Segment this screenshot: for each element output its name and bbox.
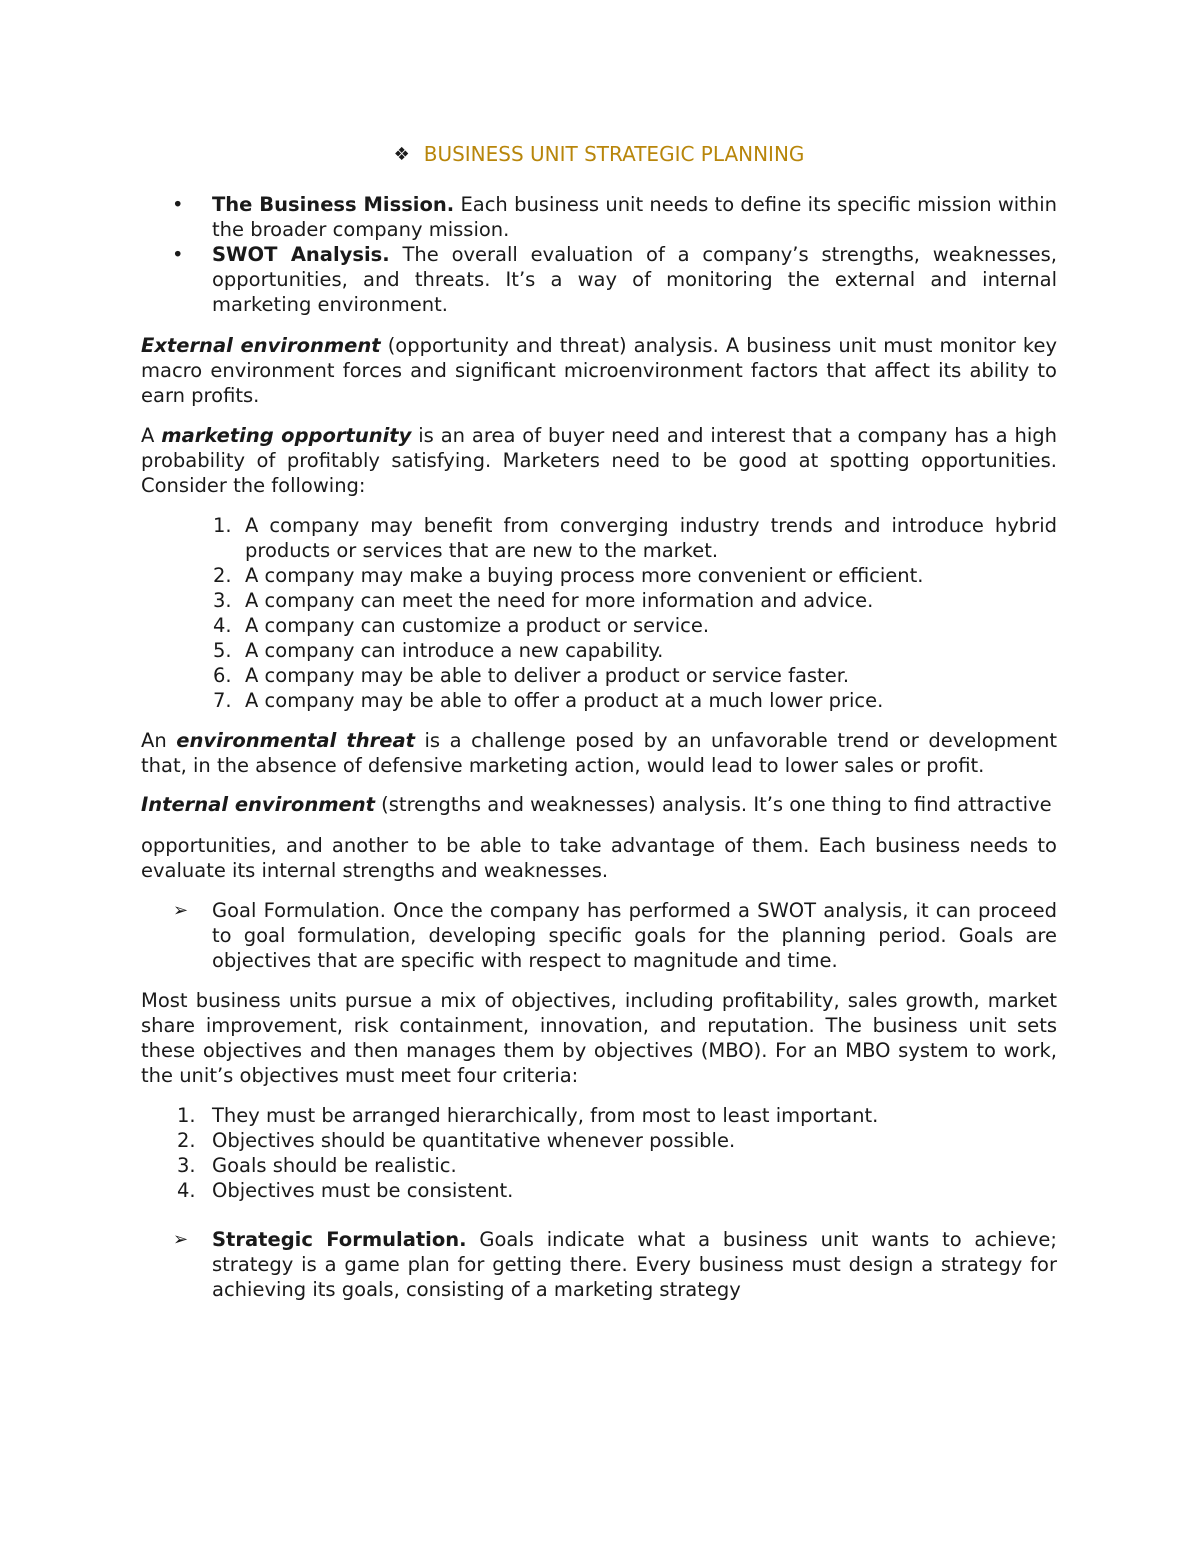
list-item: ➢ Strategic Formulation. Goals indicate what a business unit wants to achieve; strategy is a game plan for getting there. Every business must design a strategy for achieving its goals, consisting of a marketing strategy xyxy=(141,1227,1057,1302)
document-body xyxy=(141,140,1057,1302)
list-item: 1. A company may benefit from converging industry trends and introduce hybrid products or services that are new to the market. xyxy=(213,514,1057,562)
list-item: 7. A company may be able to offer a product at a much lower price. xyxy=(213,689,884,712)
paragraph-opportunity: A marketing opportunity is an area of buyer need and interest that a company has a high probability of profitably satisfying. Marketers need to be good at spotting opportunities. Consider the following: xyxy=(141,424,1057,497)
term: External environment xyxy=(141,334,381,357)
list-item xyxy=(141,192,1057,242)
section-heading xyxy=(141,140,1057,168)
paragraph-external: External environment (opportunity and threat) analysis. A business unit must monitor key macro environment forces and significant microenvironment factors that affect its ability to earn profits. xyxy=(141,334,1057,407)
list-item: 2. Objectives should be quantitative whenever possible. xyxy=(177,1129,736,1152)
paragraph-mbo: Most business units pursue a mix of objectives, including profitability, sales growth, market share improvement, risk containment, innovation, and reputation. The business unit sets these objectives and then manages them by objectives (MBO). For an MBO system to work, the unit’s objectives must meet four criteria: xyxy=(141,989,1057,1087)
opportunity-list xyxy=(141,513,1057,713)
list-item: ➢ Goal Formulation. Once the company has performed a SWOT analysis, it can proceed to goal formulation, developing specific goals for the planning period. Goals are objectives that are specific with respect to magnitude and time. xyxy=(141,898,1057,973)
strategy-list xyxy=(141,1227,1057,1302)
arrow-bullet-icon: ➢ xyxy=(173,1229,189,1250)
definition: Each business unit needs to define its specific mission within the broader company mission. xyxy=(212,193,1057,241)
list-item: 1. They must be arranged hierarchically, from most to least important. xyxy=(177,1104,879,1127)
heading-text: BUSINESS UNIT STRATEGIC PLANNING xyxy=(423,141,805,166)
bullet-icon: • xyxy=(172,243,184,266)
list-item: 4. Objectives must be consistent. xyxy=(177,1179,514,1202)
paragraph-threat: An environmental threat is a challenge posed by an unfavorable trend or development that, in the absence of defensive marketing action, would lead to lower sales or profit. xyxy=(141,729,1057,777)
definition: The overall evaluation of a company’s strengths, weaknesses, opportunities, and threats. It’s a way of monitoring the external and internal marketing environment. xyxy=(212,243,1057,316)
list-item: 5. A company can introduce a new capability. xyxy=(213,639,664,662)
definition-list xyxy=(141,192,1057,317)
term: Strategic Formulation. xyxy=(212,1228,467,1251)
list-item: 2. A company may make a buying process more convenient or efficient. xyxy=(213,564,924,587)
list-item: 6. A company may be able to deliver a product or service faster. xyxy=(213,664,850,687)
list-item: 4. A company can customize a product or service. xyxy=(213,614,710,637)
goal-list xyxy=(141,898,1057,973)
list-item xyxy=(141,242,1057,317)
term: environmental threat xyxy=(176,729,415,752)
term: Internal environment xyxy=(141,793,375,816)
paragraph-internal-continued: opportunities, and another to be able to take advantage of them. Each business needs to evaluate its internal strengths and weaknesses. xyxy=(141,834,1057,882)
diamond-bullet-icon: ❖ xyxy=(393,143,410,165)
term: SWOT Analysis. xyxy=(212,243,390,266)
arrow-bullet-icon: ➢ xyxy=(173,900,189,921)
mbo-criteria-list xyxy=(141,1103,1057,1203)
paragraph-internal: Internal environment (strengths and weaknesses) analysis. It’s one thing to find attractive xyxy=(141,793,1052,816)
list-item: 3. Goals should be realistic. xyxy=(177,1154,457,1177)
bullet-icon: • xyxy=(172,193,184,216)
term: The Business Mission. xyxy=(212,193,455,216)
term: marketing opportunity xyxy=(161,424,412,447)
list-item: 3. A company can meet the need for more information and advice. xyxy=(213,589,874,612)
